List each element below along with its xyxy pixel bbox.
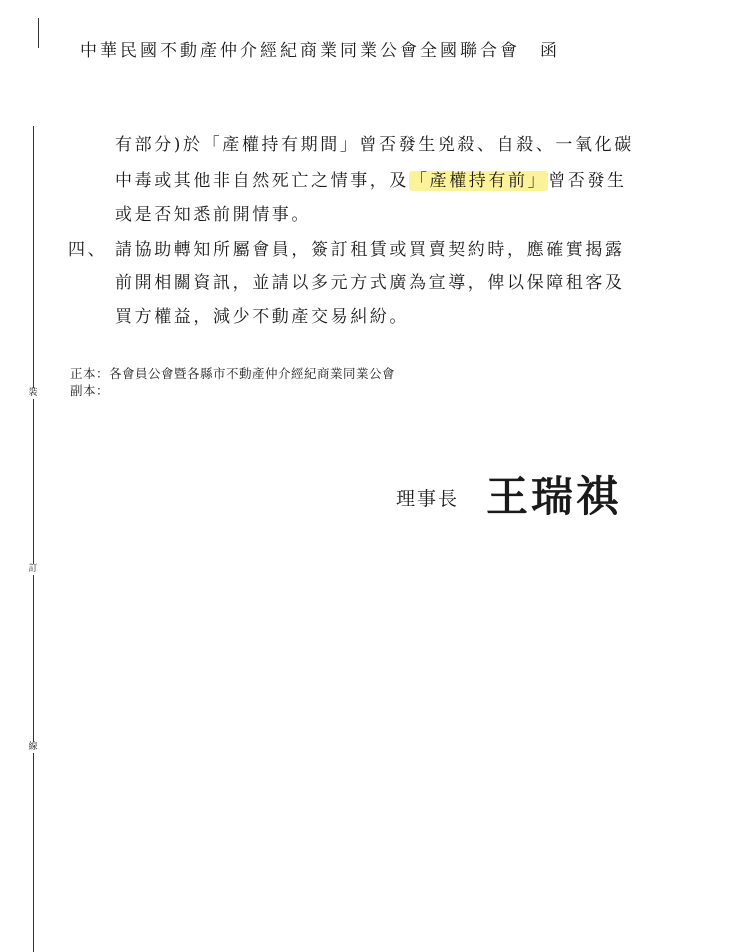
binding-mark-ding: 訂	[28, 564, 38, 574]
binding-mark-xian: 線	[28, 742, 38, 752]
highlighted-phrase: 「產權持有前」	[410, 171, 548, 191]
recipients-main	[70, 366, 395, 382]
item4-line-1: 請協助轉知所屬會員，簽訂租賃或買賣契約時，應確實揭露	[115, 240, 625, 260]
item3-line-2	[115, 171, 627, 191]
signature-title: 理事長	[396, 488, 460, 510]
item3-line-2-tail: 曾否發生	[548, 171, 627, 191]
signature-name: 王瑞祺	[486, 472, 622, 521]
item4-label: 四、	[68, 240, 108, 260]
item3-line-1	[115, 135, 634, 155]
binding-line	[33, 126, 34, 952]
item4-line-2: 前開相關資訊，並請以多元方式廣為宣導，俾以保障租客及	[115, 273, 625, 293]
top-margin-tick	[38, 18, 39, 48]
item3-line-2-text: 中毒或其他非自然死亡之情事，及	[115, 171, 409, 191]
recipients-copy	[70, 383, 109, 399]
item4-line-3: 買方權益，減少不動產交易糾紛。	[115, 307, 409, 327]
item3-line-1-text: 有部分)於「產權持有期間」曾否發生兇殺、自殺、一氧化碳	[115, 135, 634, 155]
recipients-main-label: 正本：	[70, 366, 110, 381]
item3-line-3	[115, 205, 311, 225]
binding-mark-zhuang: 裝	[28, 388, 38, 398]
org-header-line: 中華民國不動產仲介經紀商業同業公會全國聯合會 函	[80, 41, 560, 61]
header-clip	[80, 30, 640, 61]
recipients-main-value: 各會員公會暨各縣市不動產仲介經紀商業同業公會	[109, 366, 396, 381]
item3-line-3-text: 或是否知悉前開情事。	[115, 205, 311, 225]
recipients-copy-label: 副本：	[70, 383, 110, 398]
